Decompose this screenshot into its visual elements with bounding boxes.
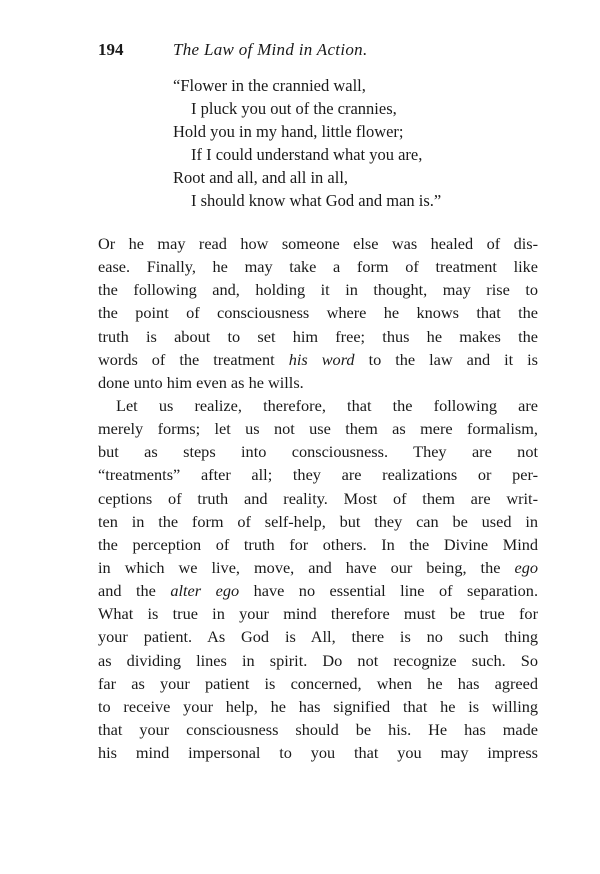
text-segment: words of the treatment xyxy=(98,349,289,369)
text-line: that your consciousness should be his. He has made xyxy=(98,719,538,739)
text-line: far as your patient is concerned, when he has agreed xyxy=(98,673,538,693)
text-line: done unto him even as he wills. xyxy=(98,372,304,392)
text-line: the point of consciousness where he knows that the xyxy=(98,303,538,323)
text-line: ceptions of truth and reality. Most of them are writ- xyxy=(98,488,538,508)
text-segment: to the law and it is xyxy=(354,349,538,369)
text-line xyxy=(98,348,538,371)
poem-quote xyxy=(173,74,441,212)
text-line xyxy=(98,579,538,602)
text-line: Or he may read how someone else was healed of dis- xyxy=(98,234,538,253)
text-line: his mind impersonal to you that you may impress xyxy=(98,743,538,763)
text-line: truth is about to set him free; thus he makes the xyxy=(98,326,538,346)
poem-line: Hold you in my hand, little flower; xyxy=(173,122,404,141)
text-line xyxy=(98,556,538,579)
text-segment: have no essential line of separation. xyxy=(239,581,538,601)
text-line: but as steps into consciousness. They are not xyxy=(98,442,538,462)
text-line: your patient. As God is All, there is no such thing xyxy=(98,627,538,647)
text-line: What is true in your mind therefore must be true for xyxy=(98,604,538,624)
text-line: merely forms; let us not use them as mere formalism, xyxy=(98,419,538,439)
text-line: as dividing lines in spirit. Do not recognize such. So xyxy=(98,650,538,670)
running-title: The Law of Mind in Action. xyxy=(173,40,368,59)
emphasis-text: his word xyxy=(288,349,355,369)
text-segment: in which we live, move, and have our being, the xyxy=(98,557,515,577)
poem-line: “Flower in the crannied wall, xyxy=(173,76,366,95)
poem-line: I should know what God and man is.” xyxy=(191,191,442,210)
text-line: ease. Finally, he may take a form of treatment like xyxy=(98,257,538,277)
emphasis-text: alter ego xyxy=(170,581,240,601)
poem-line: Root and all, and all in all, xyxy=(173,168,349,187)
poem-line: I pluck you out of the crannies, xyxy=(191,99,397,118)
poem-line: If I could understand what you are, xyxy=(191,145,423,164)
body-text xyxy=(98,232,538,764)
text-segment: and the xyxy=(98,581,171,601)
text-line: ten in the form of self-help, but they can be used in xyxy=(98,511,538,531)
text-line: “treatments” after all; they are realizations or per- xyxy=(98,465,538,485)
text-line: Let us realize, therefore, that the following are xyxy=(116,395,538,415)
text-line: the perception of truth for others. In the Divine Mind xyxy=(98,534,538,554)
text-line: to receive your help, he has signified that he is willing xyxy=(98,696,538,716)
emphasis-text: ego xyxy=(514,557,538,577)
page-number: 194 xyxy=(98,40,124,59)
text-line: the following and, holding it in thought, may rise to xyxy=(98,280,538,300)
